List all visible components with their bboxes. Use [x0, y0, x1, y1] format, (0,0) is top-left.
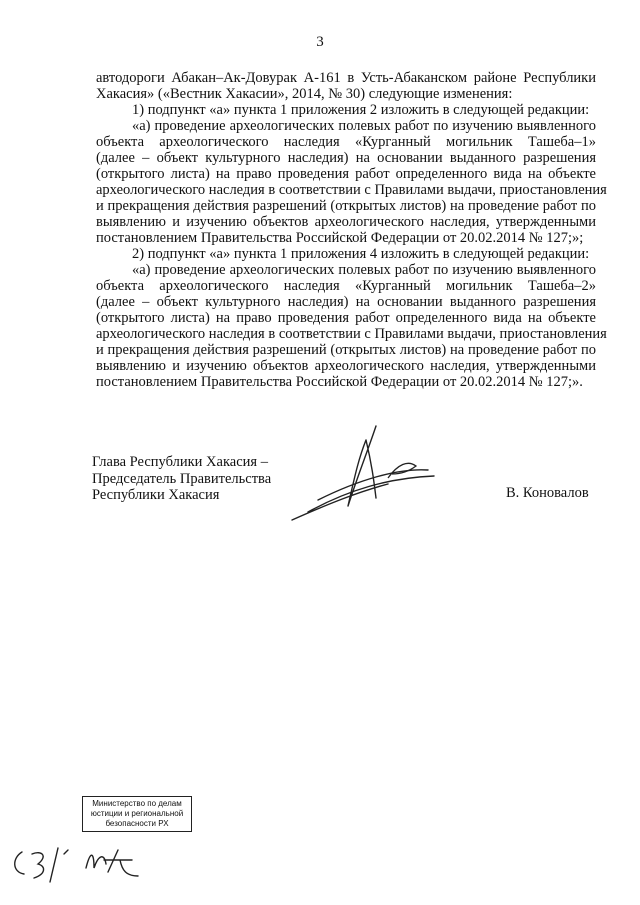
signer-title-line: Глава Республики Хакасия –: [92, 454, 268, 470]
text-line: автодороги Абакан–Ак-Довурак А-161 в Усть-Абаканском районе Республики: [96, 70, 596, 86]
text-line: (открытого листа) на право проведения работ определенного вида на объекте: [96, 166, 596, 182]
text-line: выявлению и изучению объектов археологического наследия, утвержденными: [96, 214, 596, 230]
text-line: 1) подпункт «а» пункта 1 приложения 2 изложить в следующей редакции:: [132, 102, 590, 118]
text-line: (открытого листа) на право проведения работ определенного вида на объекте: [96, 310, 596, 326]
signer-name: В. Коновалов: [506, 485, 589, 501]
signer-title-line: Председатель Правительства: [92, 470, 272, 487]
text-line: археологического наследия в соответствии с Правилами выдачи, приостановления: [96, 326, 607, 342]
text-line: объекта археологического наследия «Курганный могильник Ташеба–2»: [96, 278, 596, 294]
signer-title: [92, 454, 271, 504]
handwritten-mark: [8, 838, 148, 888]
stamp-line: Министерство по делам: [92, 799, 182, 808]
stamp-line: юстиции и региональной: [90, 809, 184, 818]
text-line: «а) проведение археологических полевых работ по изучению выявленного: [132, 118, 596, 134]
handwritten-signature: [288, 420, 438, 530]
text-line: археологического наследия в соответствии с Правилами выдачи, приостановления: [96, 182, 607, 198]
registration-stamp: [82, 796, 192, 832]
text-line: (далее – объект культурного наследия) на основании выданного разрешения: [96, 150, 596, 166]
text-line: объекта археологического наследия «Курганный могильник Ташеба–1»: [96, 134, 596, 150]
text-line: Хакасия» («Вестник Хакасии», 2014, № 30) следующие изменения:: [96, 86, 513, 102]
text-line: (далее – объект культурного наследия) на основании выданного разрешения: [96, 294, 596, 310]
text-line: и прекращения действия разрешений (открытых листов) на проведение работ по: [96, 342, 596, 358]
stamp-line: безопасности РХ: [105, 819, 169, 828]
text-line: 2) подпункт «а» пункта 1 приложения 4 изложить в следующей редакции:: [132, 246, 590, 262]
signer-title-line: Республики Хакасия: [92, 487, 220, 503]
text-line: «а) проведение археологических полевых работ по изучению выявленного: [132, 262, 596, 278]
text-line: выявлению и изучению объектов археологического наследия, утвержденными: [96, 358, 596, 374]
text-line: постановлением Правительства Российской Федерации от 20.02.2014 № 127;».: [96, 374, 583, 390]
page-number: 3: [316, 34, 324, 50]
text-line: постановлением Правительства Российской Федерации от 20.02.2014 № 127;»;: [96, 230, 584, 246]
text-line: и прекращения действия разрешений (открытых листов) на проведение работ по: [96, 198, 596, 214]
